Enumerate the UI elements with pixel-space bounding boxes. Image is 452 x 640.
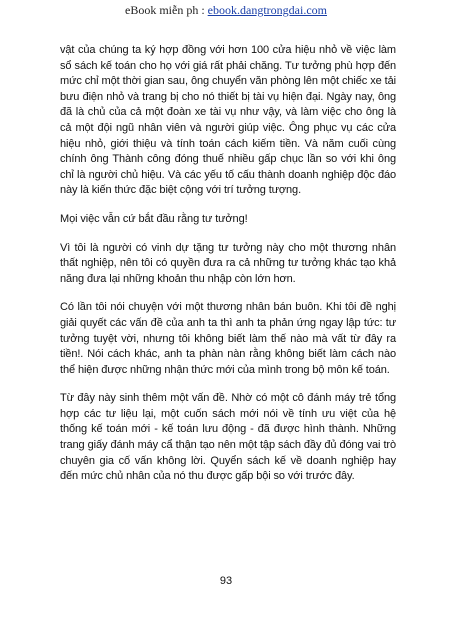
page-header [0,3,452,18]
header-text: eBook miễn ph : [125,3,208,17]
paragraph: Từ đây này sinh thêm một vấn đề. Nhờ có một cô đánh máy trẻ tổng hợp các tư liệu lại, một cuốn sách mới nói về tính ưu việt của hệ thống kế toán mới - kế toán lưu động - đã được hình thành. Những trang giấy đánh máy cẩ thận tạo nên một tập sách đầy đủ đóng vai trò chuyên gia cố vấn không lời. Quyển sách kế về doanh nghiệp hay đến mức chủ nhân của nó thu được gấp bội so với trước đây. [60,392,396,483]
paragraph: Mọi việc vẫn cứ bắt đầu rằng tư tưởng! [60,212,248,225]
paragraph: Vì tôi là người có vinh dự tặng tư tưởng này cho một thương nhân thất nghiệp, nên tôi có quyền đưa ra cả những tư tưởng khác tạo khả năng đưa lại những khoản thu nhập còn lớn hơn. [60,241,396,285]
page-number: 93 [219,575,233,587]
paragraph: vật của chúng ta ký hợp đồng với hơn 100 cửa hiệu nhỏ về việc làm sổ sách kế toán cho họ với giá rất phải chăng. Tư tưởng phù hợp đến mức chỉ một thời gian sau, ông chuyển văn phòng lên một chiếc xe tải bưu điện nhỏ và trang bị cho nó thiết bị tài vụ hiện đại. Ngày nay, ông đã là chủ của cả một đoàn xe tài vụ như vậy, và làm việc cho ông là cả một đội ngũ nhân viên và người giúp việc. Ông phục vụ các cửa hiệu nhỏ, giới thiệu và tính toán cách kiếm tiền. Và năm cuối cùng chính ông Thành công đóng thuế nhiều gấp chục lần so với khi ông chỉ là người chủ hiệu. Và các yếu tố cấu thành doanh nghiệp độc đáo này là kiến thức đặc biệt cộng với trí tưởng tượng. [60,44,396,197]
paragraph: Có lần tôi nói chuyện với một thương nhân bán buôn. Khi tôi đề nghị giải quyết các vấn đề của anh ta thì anh ta phản ứng ngay lập tức: tư tưởng tuyệt vời, nhưng tôi không biết làm thế nào mà vất từ đây ra tiền!. Nói cách khác, anh ta phàn nàn rằng không biết làm cách nào thể hiện được những nhận thức mới của mình trong bộ môn kế toán. [60,301,396,376]
page-body [60,43,396,498]
header-link[interactable]: ebook.dangtrongdai.com [207,3,327,17]
